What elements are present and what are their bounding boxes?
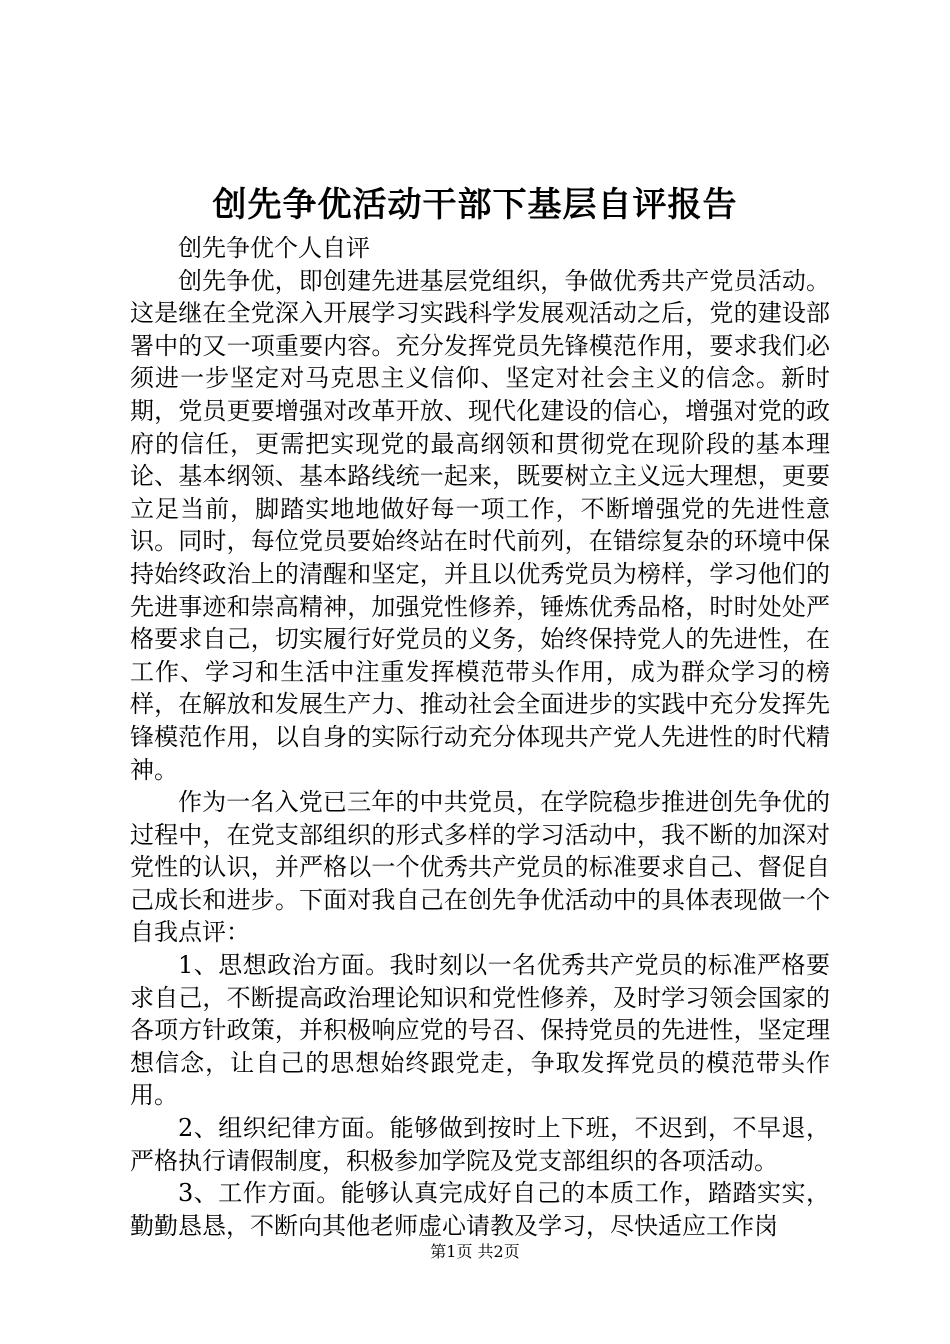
document-title: 创先争优活动干部下基层自评报告 xyxy=(212,185,738,225)
paragraph-5: 3、工作方面。能够认真完成好自己的本质工作，踏踏实实，勤勤恳恳，不断向其他老师虚心请教及学习，尽快适应工作岗 xyxy=(130,1179,830,1240)
paragraph-1: 创先争优，即创建先进基层党组织，争做优秀共产党员活动。这是继在全党深入开展学习实践科学发展观活动之后，党的建设部署中的又一项重要内容。充分发挥党员先锋模范作用，要求我们必须进一步坚定对马克思主义信仰、坚定对社会主义的信念。新时期，党员更要增强对改革开放、现代化建设的信心，增强对党的政府的信任，更需把实现党的最高纲领和贯彻党在现阶段的基本理论、基本纲领、基本路线统一起来，既要树立主义远大理想，更要立足当前，脚踏实地地做好每一项工作，不断增强党的先进性意识。同时，每位党员要始终站在时代前列，在错综复杂的环境中保持始终政治上的清醒和坚定，并且以优秀党员为榜样，学习他们的先进事迹和崇高精神，加强党性修养，锤炼优秀品格，时时处处严格要求自己，切实履行好党员的义务，始终保持党人的先进性，在工作、学习和生活中注重发挥模范带头作用，成为群众学习的榜样，在解放和发展生产力、推动社会全面进步的实践中充分发挥先锋模范作用，以自身的实际行动充分体现共产党人先进性的时代精神。 xyxy=(130,266,830,784)
paragraph-4: 2、组织纪律方面。能够做到按时上下班，不迟到，不早退，严格执行请假制度，积极参加学院及党支部组织的各项活动。 xyxy=(130,1114,830,1175)
page-footer: 第1页 共2页 xyxy=(430,1242,520,1261)
paragraph-2: 作为一名入党已三年的中共党员，在学院稳步推进创先争优的过程中，在党支部组织的形式多样的学习活动中，我不断的加深对党性的认识，并严格以一个优秀共产党员的标准要求自己、督促自己成长和进步。下面对我自己在创先争优活动中的具体表现做一个自我点评： xyxy=(130,788,830,947)
paragraph-3: 1、思想政治方面。我时刻以一名优秀共产党员的标准严格要求自己，不断提高政治理论知识和党性修养，及时学习领会国家的各项方针政策，并积极响应党的号召、保持党员的先进性，坚定理想信念，让自己的思想始终跟党走，争取发挥党员的模范带头作用。 xyxy=(130,951,830,1110)
document-body xyxy=(130,232,830,1242)
document-subtitle: 创先争优个人自评 xyxy=(178,234,370,262)
